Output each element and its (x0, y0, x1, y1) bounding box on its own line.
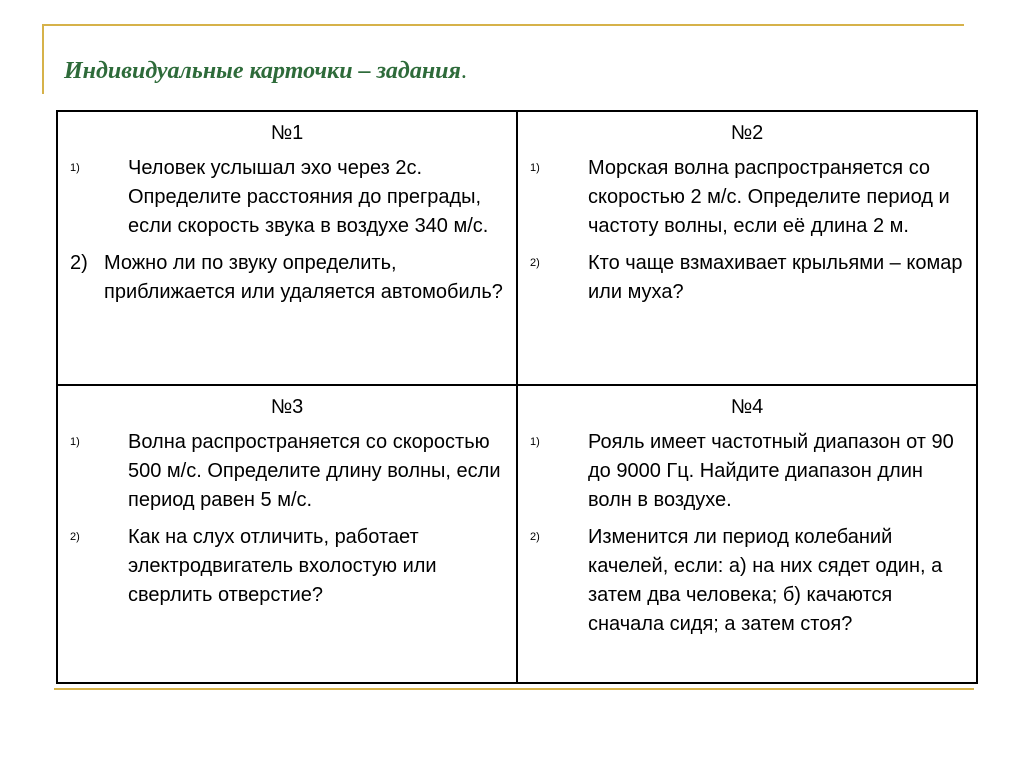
accent-line-left (42, 24, 44, 94)
slide-title-period: . (460, 58, 467, 84)
card-number: №3 (270, 396, 304, 418)
card-number: №2 (730, 122, 764, 144)
card-3 (57, 385, 517, 683)
task-item (70, 523, 504, 610)
task-marker: 1) (530, 436, 540, 448)
task-item (70, 249, 504, 307)
accent-line-bottom (54, 688, 974, 690)
card-number: №1 (270, 122, 304, 144)
card-4 (517, 385, 977, 683)
task-item (70, 154, 504, 241)
task-text: Можно ли по звуку определить, приближается или удаляется автомобиль? (104, 252, 503, 303)
task-text: Человек услышал эхо через 2с. Определите расстояния до преграды, если скорость звука в воздухе 340 м/с. (128, 157, 489, 237)
task-text: Изменится ли период колебаний качелей, если: а) на них сядет один, а затем два человека; б) качаются сначала сидя; а затем стоя? (588, 526, 943, 635)
accent-line-top (42, 24, 964, 26)
slide-title-text: Индивидуальные карточки – задания (64, 58, 461, 84)
task-marker: 2) (70, 531, 80, 543)
task-text: Как на слух отличить, работает электродвигатель вхолостую или сверлить отверстие? (128, 526, 437, 606)
task-text: Морская волна распространяется со скоростью 2 м/с. Определите период и частоту волны, если её длина 2 м. (588, 157, 950, 237)
slide-title (64, 58, 467, 85)
task-item (530, 523, 964, 639)
task-marker: 2) (530, 531, 540, 543)
task-item (530, 249, 964, 307)
task-marker: 1) (70, 162, 80, 174)
cards-row (57, 385, 977, 683)
task-text: Кто чаще взмахивает крыльями – комар или муха? (588, 252, 963, 303)
task-marker: 1) (70, 436, 80, 448)
task-item (530, 428, 964, 515)
task-item (530, 154, 964, 241)
task-text: Рояль имеет частотный диапазон от 90 до 9000 Гц. Найдите диапазон длин волн в воздухе. (588, 431, 954, 511)
cards-row (57, 111, 977, 385)
task-text: Волна распространяется со скоростью 500 м/с. Определите длину волны, если период равен 5 м/с. (128, 431, 501, 511)
task-marker: 2) (70, 252, 88, 274)
cards-table (56, 110, 978, 684)
card-number: №4 (730, 396, 764, 418)
task-marker: 1) (530, 162, 540, 174)
card-1 (57, 111, 517, 385)
task-marker: 2) (530, 257, 540, 269)
task-item (70, 428, 504, 515)
card-2 (517, 111, 977, 385)
